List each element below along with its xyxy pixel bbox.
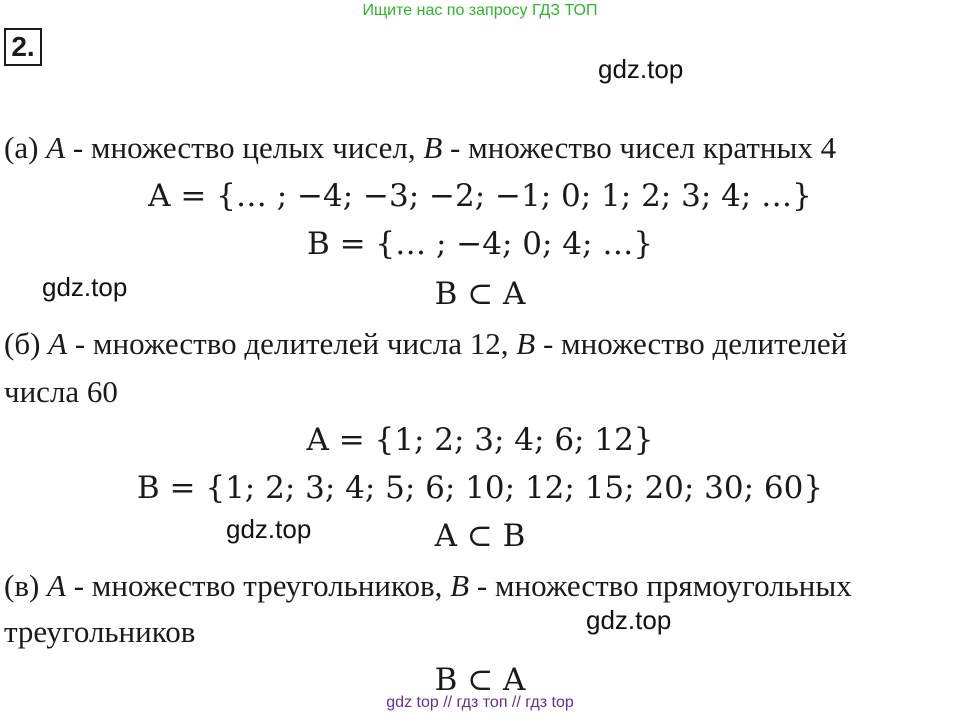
set-a-symbol: A	[47, 568, 66, 603]
part-b-relation: A ⊂ B	[434, 518, 526, 554]
part-b-statement-continuation: числа 60	[4, 374, 118, 409]
set-a-description: - множество целых чисел,	[65, 130, 424, 165]
set-b-description: - множество прямоугольных	[469, 568, 852, 603]
part-b-marker: (б)	[4, 326, 41, 361]
part-c-statement-continuation: треугольников	[4, 614, 196, 649]
part-c-relation: B ⊂ A	[434, 662, 526, 698]
watermark: gdz.top	[598, 54, 684, 84]
set-b-description: - множество делителей	[535, 326, 848, 361]
part-c-marker: (в)	[4, 568, 40, 603]
set-a-symbol: A	[46, 130, 66, 165]
part-a-equation-a: A = {… ; −4; −3; −2; −1; 0; 1; 2; 3; 4; …}	[148, 178, 812, 214]
part-a-marker: (а)	[4, 130, 39, 165]
watermark: gdz.top	[586, 605, 672, 635]
part-b-statement	[4, 326, 847, 362]
set-b-symbol: B	[516, 326, 536, 361]
watermark: gdz.top	[42, 272, 128, 302]
part-c-statement	[4, 568, 852, 604]
part-a-equation-b: B = {… ; −4; 0; 4; …}	[306, 226, 654, 262]
set-b-symbol: B	[450, 568, 470, 603]
footer-watermark: gdz top // гдз топ // гдз top	[386, 694, 574, 711]
set-a-symbol: A	[48, 326, 68, 361]
part-a-relation: B ⊂ A	[434, 276, 526, 312]
task-number: 2.	[4, 28, 42, 66]
part-b-equation-b: B = {1; 2; 3; 4; 5; 6; 10; 12; 15; 20; 30; 60}	[136, 470, 824, 506]
part-a-statement	[4, 130, 836, 166]
set-b-description: - множество чисел кратных 4	[442, 130, 837, 165]
set-b-symbol: B	[423, 130, 443, 165]
search-banner: Ищите нас по запросу ГДЗ ТОП	[362, 2, 598, 19]
part-b-equation-a: A = {1; 2; 3; 4; 6; 12}	[306, 422, 654, 458]
set-a-description: - множество делителей числа 12,	[67, 326, 517, 361]
watermark: gdz.top	[226, 514, 312, 544]
set-a-description: - множество треугольников,	[65, 568, 451, 603]
